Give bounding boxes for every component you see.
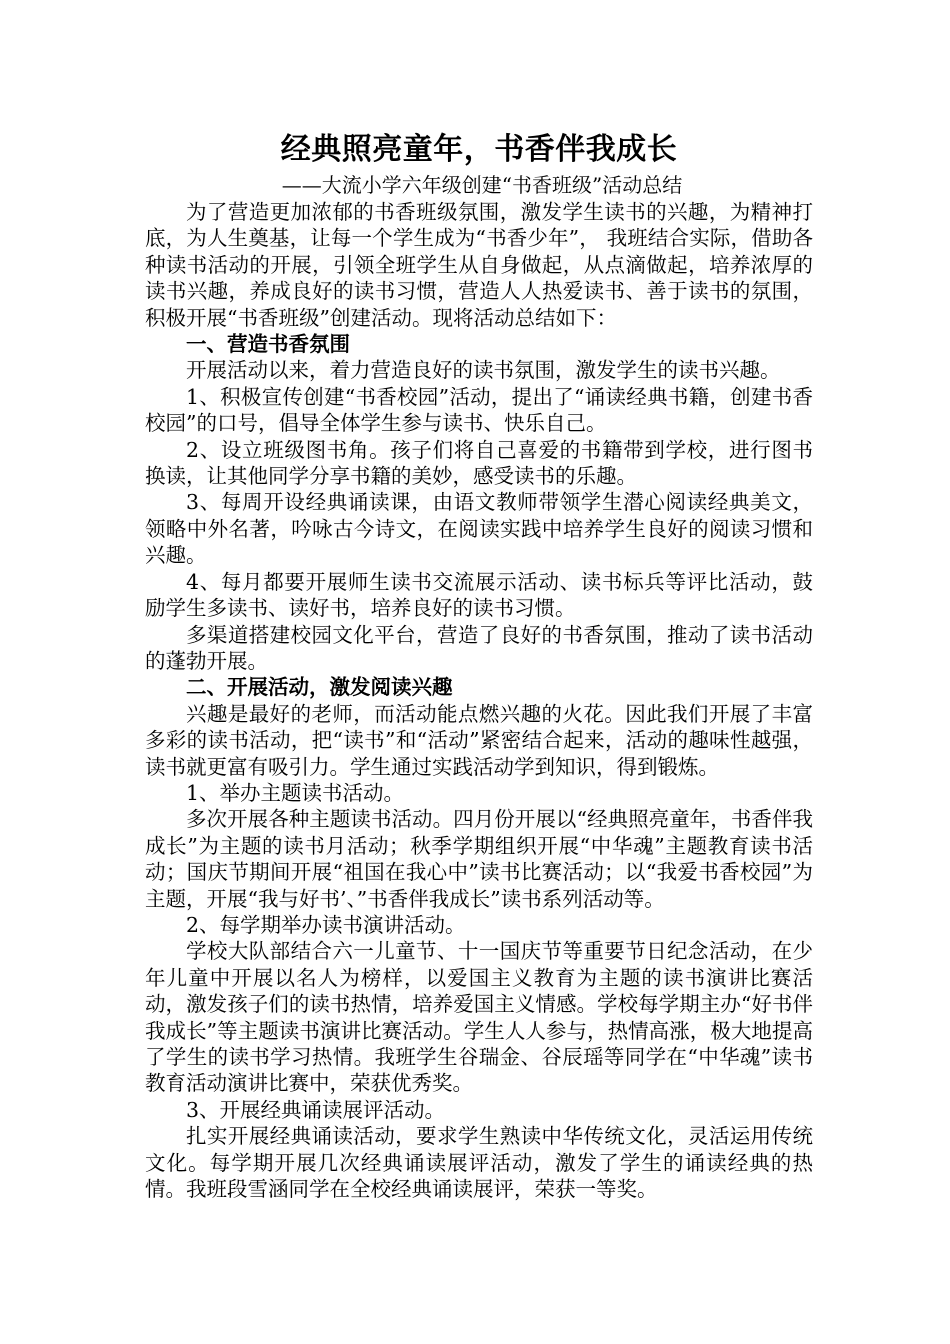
document-title: 经典照亮童年，书香伴我成长 bbox=[280, 132, 678, 167]
subsection-heading: 1、举办主题读书活动。 bbox=[186, 780, 405, 805]
list-item-paragraph: 2、设立班级图书角。孩子们将自己喜爱的书籍带到学校，进行图书换读，让其他同学分享书籍的美妙，感受读书的乐趣。 bbox=[145, 437, 813, 489]
paragraph: 扎实开展经典诵读活动，要求学生熟读中华传统文化，灵活运用传统文化。每学期开展几次经典诵读展评活动，激发了学生的诵读经典的热情。我班段雪涵同学在全校经典诵读展评，荣获一等奖。 bbox=[145, 1124, 813, 1202]
list-item-paragraph: 4、每月都要开展师生读书交流展示活动、读书标兵等评比活动，鼓励学生多读书、读好书，培养良好的读书习惯。 bbox=[145, 569, 813, 621]
list-item-paragraph: 3、每周开设经典诵读课，由语文教师带领学生潜心阅读经典美文，领略中外名著，吟咏古今诗文，在阅读实践中培养学生良好的阅读习惯和兴趣。 bbox=[145, 490, 813, 568]
intro-paragraph: 为了营造更加浓郁的书香班级氛围，激发学生读书的兴趣，为精神打底，为人生奠基，让每一个学生成为“书香少年”， 我班结合实际，借助各种读书活动的开展，引领全班学生从自身做起，从点滴做起，培养浓厚的读书兴趣，养成良好的读书习惯，营造人人热爱读书、善于读书的氛围，积极开展“书香班级”创建活动。现将活动总结如下： bbox=[145, 200, 813, 330]
document-subtitle: ——大流小学六年级创建“书香班级”活动总结 bbox=[281, 173, 683, 197]
subsection-heading: 2、每学期举办读书演讲活动。 bbox=[186, 912, 466, 937]
paragraph: 多渠道搭建校园文化平台，营造了良好的书香氛围，推动了读书活动的蓬勃开展。 bbox=[145, 622, 813, 673]
section-heading-2: 二、开展活动，激发阅读兴趣 bbox=[186, 675, 453, 700]
paragraph: 学校大队部结合六一儿童节、十一国庆节等重要节日纪念活动，在少年儿童中开展以名人为榜样，以爱国主义教育为主题的读书演讲比赛活动，激发孩子们的读书热情，培养爱国主义情感。学校每学期主办“好书伴我成长”等主题读书演讲比赛活动。学生人人参与，热情高涨，极大地提高了学生的读书学习热情。我班学生谷瑞金、谷辰瑶等同学在“中华魂”读书教育活动演讲比赛中，荣获优秀奖。 bbox=[145, 939, 813, 1096]
list-item-paragraph: 1、积极宣传创建“书香校园”活动，提出了“诵读经典书籍，创建书香校园”的口号，倡导全体学生参与读书、快乐自己。 bbox=[145, 384, 813, 436]
subsection-heading: 3、开展经典诵读展评活动。 bbox=[186, 1097, 446, 1122]
paragraph: 兴趣是最好的老师，而活动能点燃兴趣的火花。因此我们开展了丰富多彩的读书活动，把“读书”和“活动”紧密结合起来，活动的趣味性越强，读书就更富有吸引力。学生通过实践活动学到知识，得到锻炼。 bbox=[145, 701, 813, 779]
document-page bbox=[145, 128, 813, 1202]
paragraph: 多次开展各种主题读书活动。四月份开展以“经典照亮童年，书香伴我成长”为主题的读书月活动；秋季学期组织开展“中华魂”主题教育读书活动；国庆节期间开展“祖国在我心中”读书比赛活动；以“我爱书香校园”为主题，开展“我与好书’、”书香伴我成长”读书系列活动等。 bbox=[145, 807, 813, 911]
section-heading-1: 一、营造书香氛围 bbox=[186, 332, 350, 357]
paragraph: 开展活动以来，着力营造良好的读书氛围，激发学生的读书兴趣。 bbox=[186, 358, 781, 383]
